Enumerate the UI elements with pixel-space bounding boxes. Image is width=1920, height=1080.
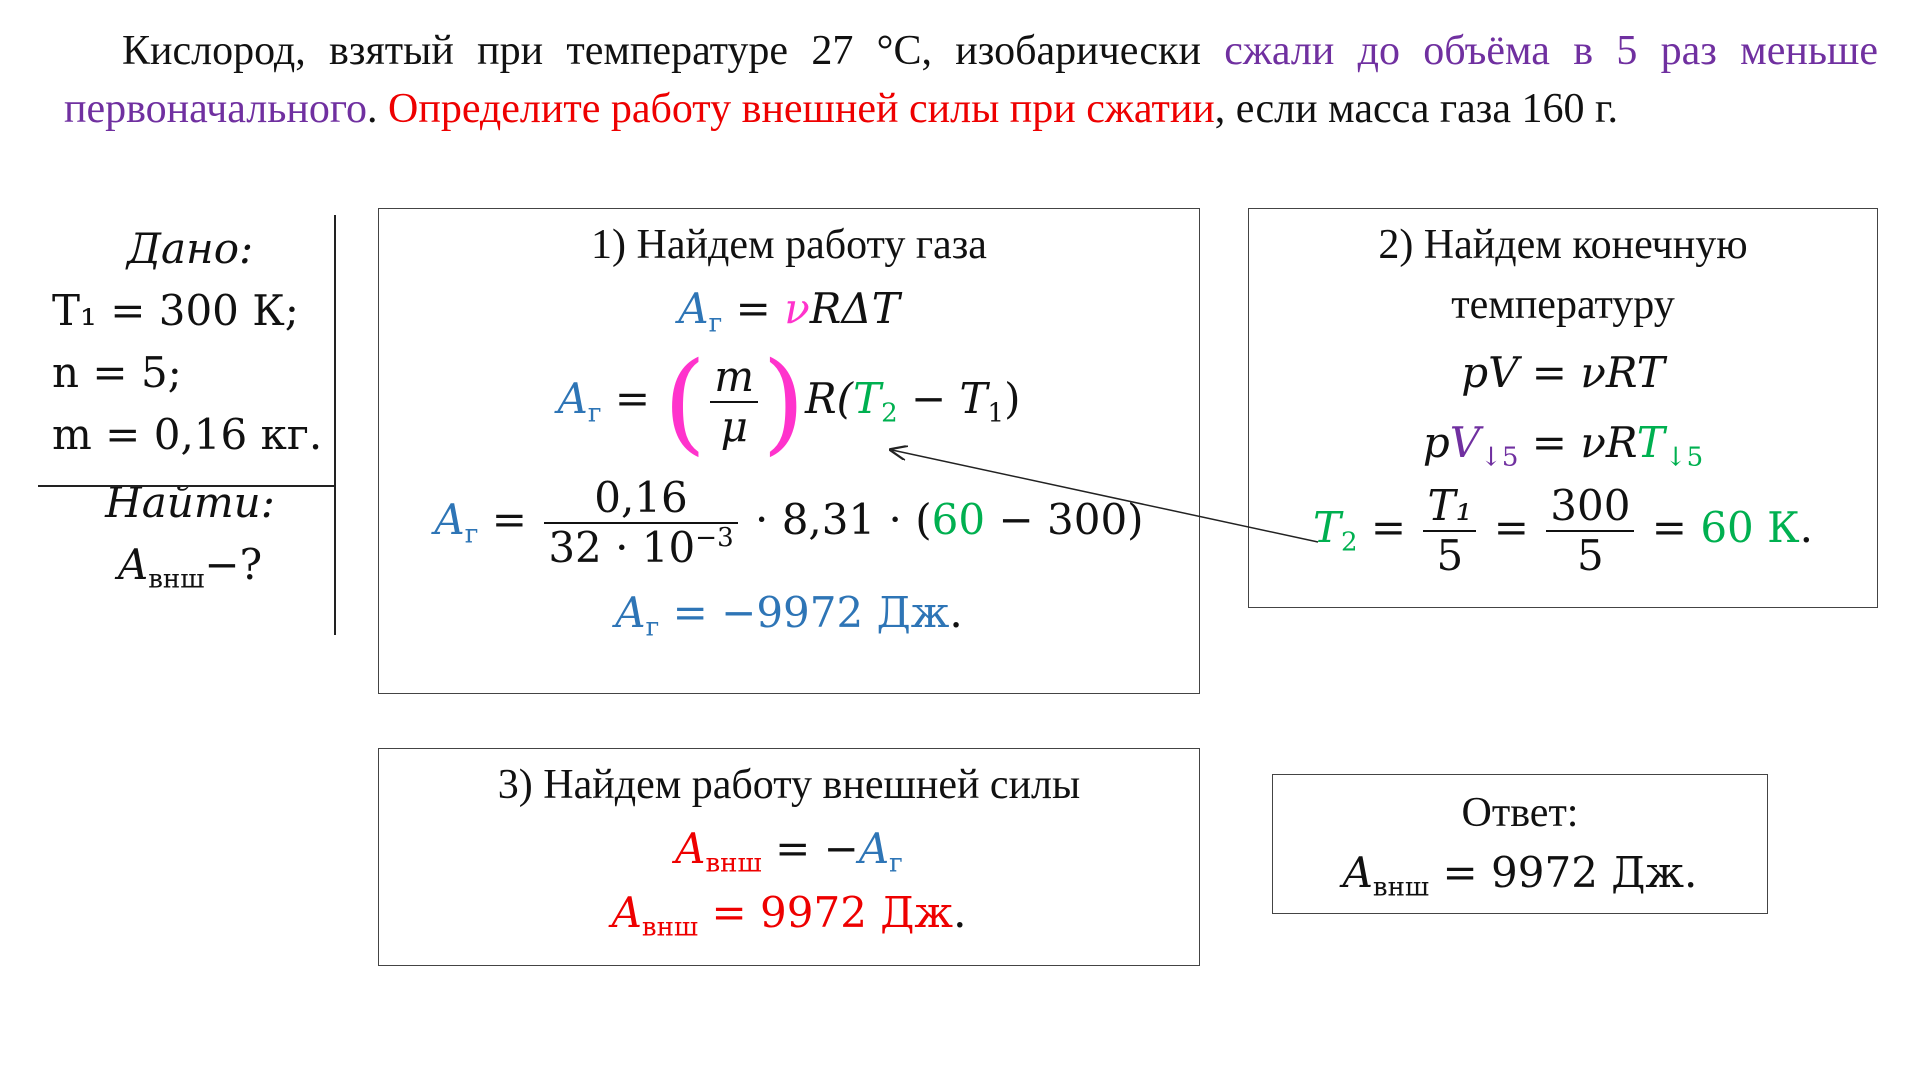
eq3b-value: 60 К [1700,503,1800,552]
eq2b-t-sub: ↓5 [1664,442,1704,473]
right-paren: ) [762,338,806,466]
eq2b-v-sub: ↓5 [1480,442,1519,473]
eq2b-v: V [1449,418,1481,467]
eq4-a: A [615,588,646,637]
eq6-value: = 9972 Дж [698,888,954,937]
step2-title-line1: 2) Найдем конечную [1378,222,1748,268]
answer-title: Ответ: [1461,790,1579,836]
eq6-dot: . [953,888,967,937]
eq3b-eq1: = [1357,503,1420,552]
eq3-a-sub: г [464,519,479,550]
eq3-rest: − 300) [985,495,1144,544]
eq6-a: A [611,888,642,937]
eq2-t1-sub: 1 [987,398,1005,429]
frac-den-mu: μ [720,402,748,451]
step1-title: 1) Найдем работу газа [591,222,987,268]
frac-300: 300 [1546,482,1634,532]
eq3-mid: · 8,31 · ( [741,495,932,544]
step2-equation-1: pV = νRT [1461,348,1665,397]
eq5-ag-sub: г [889,848,903,879]
answer-a-sub: внш [1372,872,1430,903]
frac-den-base: 32 · 10 [548,523,696,572]
problem-text-3: , если масса газа 160 г. [1214,86,1619,132]
given-temperature: T₁ = 300 К; [52,286,299,335]
eq2-equals: = [601,374,664,423]
eq5-mid: = − [761,824,859,873]
eq4-dot: . [949,588,963,637]
problem-highlight-question: Определите работу внешней силы при сжатии [388,86,1215,132]
frac-five-1: 5 [1436,531,1464,580]
frac-t1: T₁ [1423,482,1476,532]
eq1-a-sub: г [708,308,723,339]
answer-a: A [1342,848,1373,897]
eq1-a: A [678,284,709,333]
find-rest: −? [204,540,263,589]
given-ratio: n = 5; [52,348,182,397]
find-subscript: внш [148,564,205,595]
eq2b-p: p [1422,418,1450,467]
answer-number: = 9972 Дж. [1429,848,1698,897]
eq3b-dot: . [1799,503,1813,552]
find-symbol: A [117,540,149,589]
eq5-a: A [675,824,706,873]
eq2-t2-sub: 2 [881,398,898,429]
step2-title-line2: температуру [1451,282,1675,328]
eq2-a: A [557,374,588,423]
eq6-a-sub: внш [641,912,699,943]
frac-five-2: 5 [1576,531,1604,580]
problem-text-2: . [367,86,389,132]
eq3-a: A [434,495,465,544]
eq2-r: R( [805,374,854,423]
arrow-line [892,450,1318,542]
given-title: Дано: [126,224,254,273]
eq3-equals: = [478,495,541,544]
eq3b-eq2: = [1480,503,1543,552]
eq3b-t2-sub: 2 [1341,527,1358,558]
eq2b-t: T [1636,418,1665,467]
eq5-a-sub: внш [705,848,762,879]
left-paren: ( [663,338,707,466]
frac-num-m: m [710,353,758,403]
frac-den-exp: −3 [695,522,734,553]
eq2-a-sub: г [587,398,602,429]
eq3-sixty: 60 [931,495,986,544]
given-mass: m = 0,16 кг. [52,410,323,459]
eq2b-mid: = νR [1518,418,1637,467]
eq2-close: ) [1004,374,1021,423]
eq4-a-sub: г [645,612,660,643]
find-title: Найти: [105,478,275,527]
eq4-value: = −9972 Дж [659,588,950,637]
step3-title: 3) Найдем работу внешней силы [497,762,1081,808]
eq5-ag: A [858,824,890,873]
eq1-nu: ν [784,284,810,333]
problem-text-1: Кислород, взятый при температуре 27 °С, изобарически [122,28,1225,74]
eq3b-eq3: = [1638,503,1701,552]
problem-highlight-compression: сжали до объёма в 5 раз меньше первоначального [64,28,1878,132]
frac-num-mass: 0,16 [544,474,737,524]
eq1-rhs: RΔT [809,284,900,333]
eq3b-t2: T [1313,503,1342,552]
eq2-minus-t1: − T [897,374,988,423]
eq2-t2: T [853,374,882,423]
eq1-equals: = [722,284,785,333]
